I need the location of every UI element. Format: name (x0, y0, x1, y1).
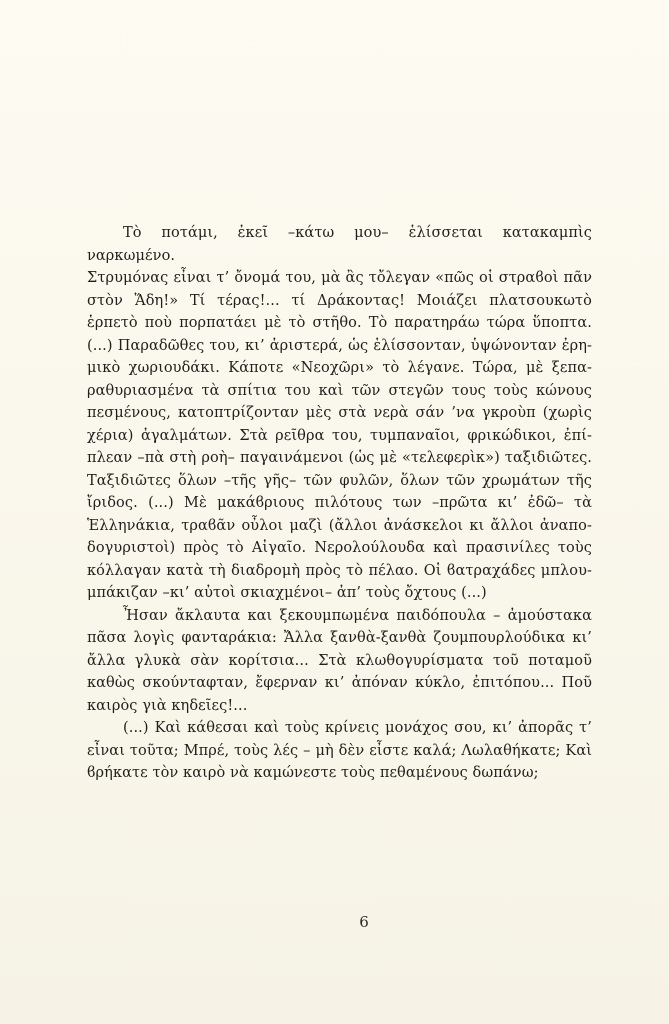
text-line: ἴριδος. (...) Μὲ μακάϐριους πιλότους των –πρῶτα κι’ ἐδῶ– τὰ (87, 495, 592, 511)
text-line: κόλλαγαν κατὰ τὴ διαδρομὴ πρὸς τὸ πέλαο. Οἱ ϐατραχάδες μπλου- (87, 562, 592, 579)
paragraph (87, 717, 592, 785)
text-line: ἄλλα γλυκὰ σὰν κορίτσια... Στὰ κλωθογυρίσματα τοῦ ποταμοῦ (87, 652, 592, 669)
text-line: πεσμένους, κατοπτρίζονταν μὲς στὰ νερὰ σάν ’να γκροὺπ (χωρὶς (87, 405, 592, 421)
text-line: Τὸ ποτάμι, ἐκεῖ –κάτω μου– ἑλίσσεται κατακαμπὶς ναρκωμένο. (87, 225, 592, 264)
text-line: Στρυμόνας εἶναι τ’ ὄνομά του, μὰ ἂς τὄλεγαν «πῶς οἱ στραϐοὶ πᾶν (87, 270, 592, 286)
text-line: εἶναι τοῦτα; Μπρέ, τοὺς λές – μὴ δὲν εἶστε καλά; Λωλαθήκατε; Καὶ (87, 742, 592, 759)
text-line: πᾶσα λογὶς φανταράκια: Ἄλλα ξανθὰ-ξανθὰ ζουμπουρλούδικα κι’ (87, 630, 592, 646)
text-line: ϐρήκατε τὸν καιρὸ νὰ καμώνεστε τοὺς πεθαμένους δωπάνω; (87, 765, 539, 781)
text-line: στὸν Ἅδη!» Τί τέρας!... τί Δράκοντας! Μοιάζει πλατσουκωτὸ (87, 292, 592, 309)
text-line: Ἑλληνάκια, τραϐᾶν οὖλοι μαζὶ (ἄλλοι ἀνάσκελοι κι ἄλλοι ἀναπο- (87, 517, 592, 534)
page-text-block (87, 222, 592, 785)
text-line: ἑρπετὸ ποὺ πορπατάει μὲ τὸ στῆθο. Τὸ παρατηράω τώρα ὕποπτα. (87, 315, 592, 331)
text-line: ραθυριασμένα τὰ σπίτια του καὶ τῶν στεγῶν τους τοὺς κώνους (87, 382, 592, 399)
text-line: δογυριστοὶ) πρὸς τὸ Αἰγαῖο. Νερολούλουδα καὶ πρασινίλες τοὺς (87, 540, 592, 556)
page-number: 6 (359, 913, 369, 931)
text-line: Ἦσαν ἄκλαυτα και ξεκουμπωμένα παιδόπουλα – ἀμούστακα (123, 607, 592, 624)
text-line: Ταξιδιῶτες ὅλων –τῆς γῆς– τῶν φυλῶν, ὅλων τῶν χρωμάτων τῆς (87, 472, 592, 489)
text-line: χέρια) ἀγαλμάτων. Στὰ ρεῖθρα του, τυμπαναῖοι, φρικώδικοι, ἐπί- (87, 427, 592, 444)
paragraph (87, 605, 592, 718)
text-line: μικὸ χωριουδάκι. Κάποτε «Νεοχῶρι» τὸ λέγανε. Τώρα, μὲ ξεπα- (87, 360, 592, 376)
text-line: πλεαν –πὰ στὴ ροὴ– παγαινάμενοι (ὡς μὲ «τελεφερὶκ») ταξιδιῶτες. (87, 450, 592, 466)
paragraph (87, 222, 592, 605)
text-line: (...) Καὶ κάθεσαι καὶ τοὺς κρίνεις μονάχος σου, κι’ ἀπορᾶς τ’ (123, 720, 592, 736)
text-line: (...) Παραδῶθες του, κι’ ἀριστερά, ὡς ἑλίσσονταν, ὑψώνονταν ἐρη- (87, 337, 592, 354)
text-line: καιρὸς γιὰ κηδεῖες!... (87, 697, 248, 714)
text-line: καθὼς σκούνταφταν, ἔφερναν κι’ ἀπόναν κύκλο, ἐπιτόπου... Ποῦ (87, 675, 592, 691)
text-line: μπάκιζαν –κι’ αὐτοὶ σκιαχμένοι– ἀπ’ τοὺς ὄχτους (...) (87, 585, 487, 601)
